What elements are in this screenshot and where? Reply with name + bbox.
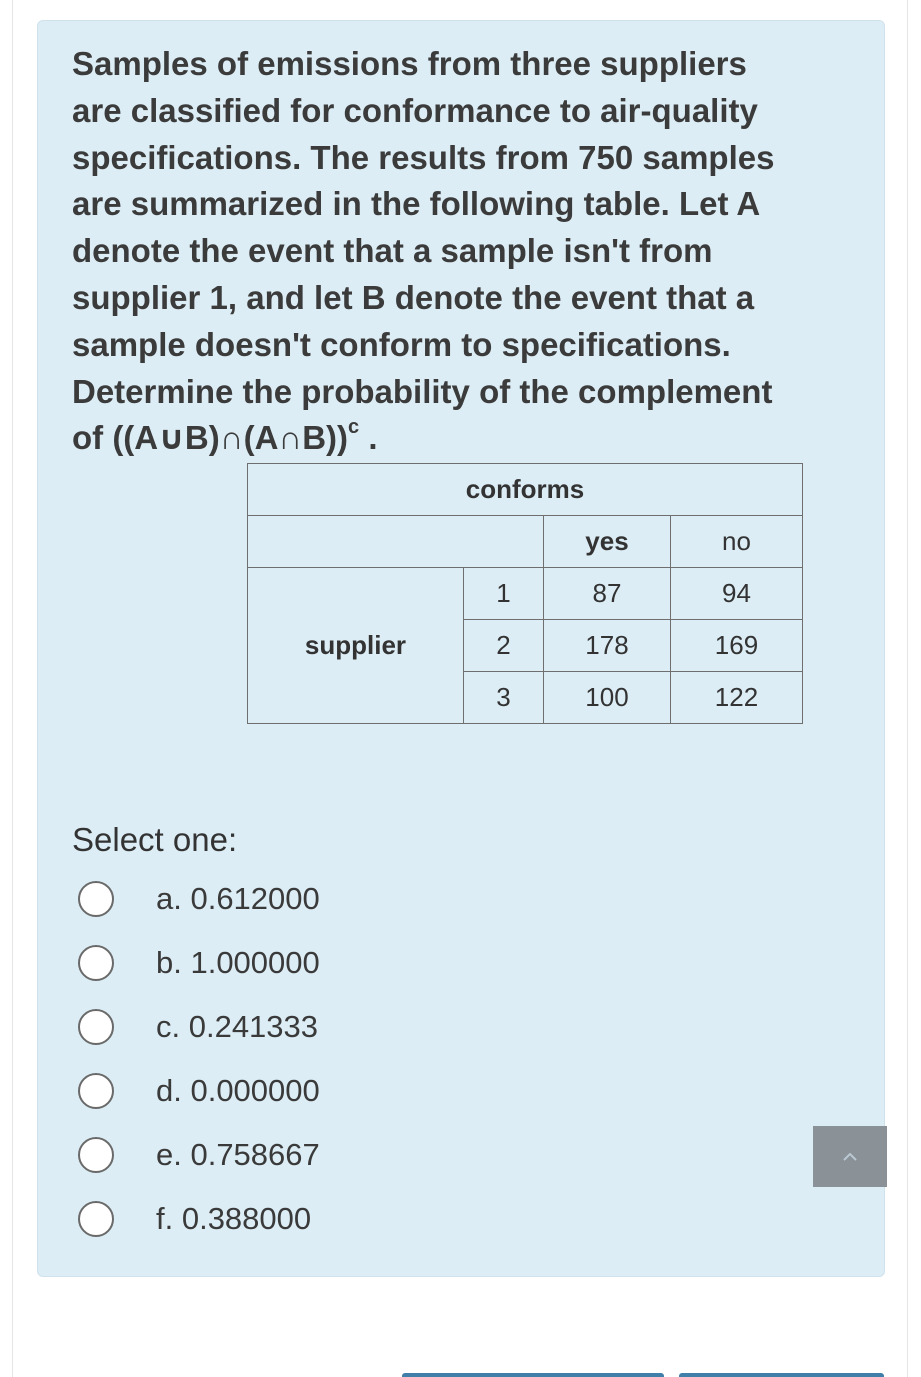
question-line: are classified for conformance to air-quality — [72, 91, 758, 129]
answer-option-label[interactable]: a. 0.612000 — [156, 881, 320, 916]
supplier-number: 3 — [464, 672, 544, 724]
question-line: denote the event that a sample isn't from — [72, 232, 713, 270]
formula-period: . — [359, 419, 378, 457]
yes-cell: 87 — [544, 568, 671, 620]
answer-option-label[interactable]: e. 0.758667 — [156, 1137, 320, 1172]
no-cell: 122 — [671, 672, 803, 724]
question-formula — [72, 415, 832, 462]
radio-unchecked-icon[interactable] — [78, 881, 114, 917]
question-line: are summarized in the following table. Let A — [72, 185, 761, 223]
radio-unchecked-icon[interactable] — [78, 1137, 114, 1173]
radio-unchecked-icon[interactable] — [78, 945, 114, 981]
question-line: supplier 1, and let B denote the event that a — [72, 278, 755, 316]
select-one-label: Select one: — [72, 821, 238, 858]
no-cell: 169 — [671, 620, 803, 672]
answer-option-f[interactable] — [78, 1187, 320, 1251]
previous-page-button[interactable] — [402, 1373, 664, 1377]
answer-option-label[interactable]: f. 0.388000 — [156, 1201, 312, 1236]
radio-unchecked-icon[interactable] — [78, 1201, 114, 1237]
formula-expression: of ((A∪B)∩(A∩B)) — [72, 419, 349, 457]
yes-header: yes — [544, 516, 671, 568]
supplier-number: 2 — [464, 620, 544, 672]
yes-cell: 178 — [544, 620, 671, 672]
question-line: Determine the probability of the complement — [72, 372, 773, 410]
answer-option-e[interactable] — [78, 1123, 320, 1187]
question-text — [72, 41, 832, 462]
question-card — [37, 20, 885, 1277]
table-subheader-row — [248, 516, 803, 568]
supplier-number: 1 — [464, 568, 544, 620]
complement-superscript: c — [348, 416, 360, 439]
question-line: sample doesn't conform to specifications. — [72, 325, 731, 363]
question-line: Samples of emissions from three suppliers — [72, 45, 747, 82]
answer-option-label[interactable]: b. 1.000000 — [156, 945, 320, 980]
table-row — [248, 568, 803, 620]
next-page-button[interactable] — [679, 1373, 884, 1377]
answer-options — [78, 867, 320, 1251]
conforms-header: conforms — [248, 464, 803, 516]
no-header: no — [671, 516, 803, 568]
scroll-top-button[interactable] — [813, 1126, 887, 1187]
radio-unchecked-icon[interactable] — [78, 1073, 114, 1109]
data-table — [247, 463, 803, 724]
yes-cell: 100 — [544, 672, 671, 724]
answer-option-a[interactable] — [78, 867, 320, 931]
answer-option-label[interactable]: d. 0.000000 — [156, 1073, 320, 1108]
radio-unchecked-icon[interactable] — [78, 1009, 114, 1045]
no-cell: 94 — [671, 568, 803, 620]
table-header-row — [248, 464, 803, 516]
empty-header-cell — [248, 516, 544, 568]
question-line: specifications. The results from 750 samples — [72, 138, 775, 176]
answer-option-label[interactable]: c. 0.241333 — [156, 1009, 319, 1044]
answer-option-d[interactable] — [78, 1059, 320, 1123]
answer-option-c[interactable] — [78, 995, 320, 1059]
chevron-up-icon — [842, 1152, 858, 1162]
supplier-label: supplier — [248, 568, 464, 724]
answer-option-b[interactable] — [78, 931, 320, 995]
